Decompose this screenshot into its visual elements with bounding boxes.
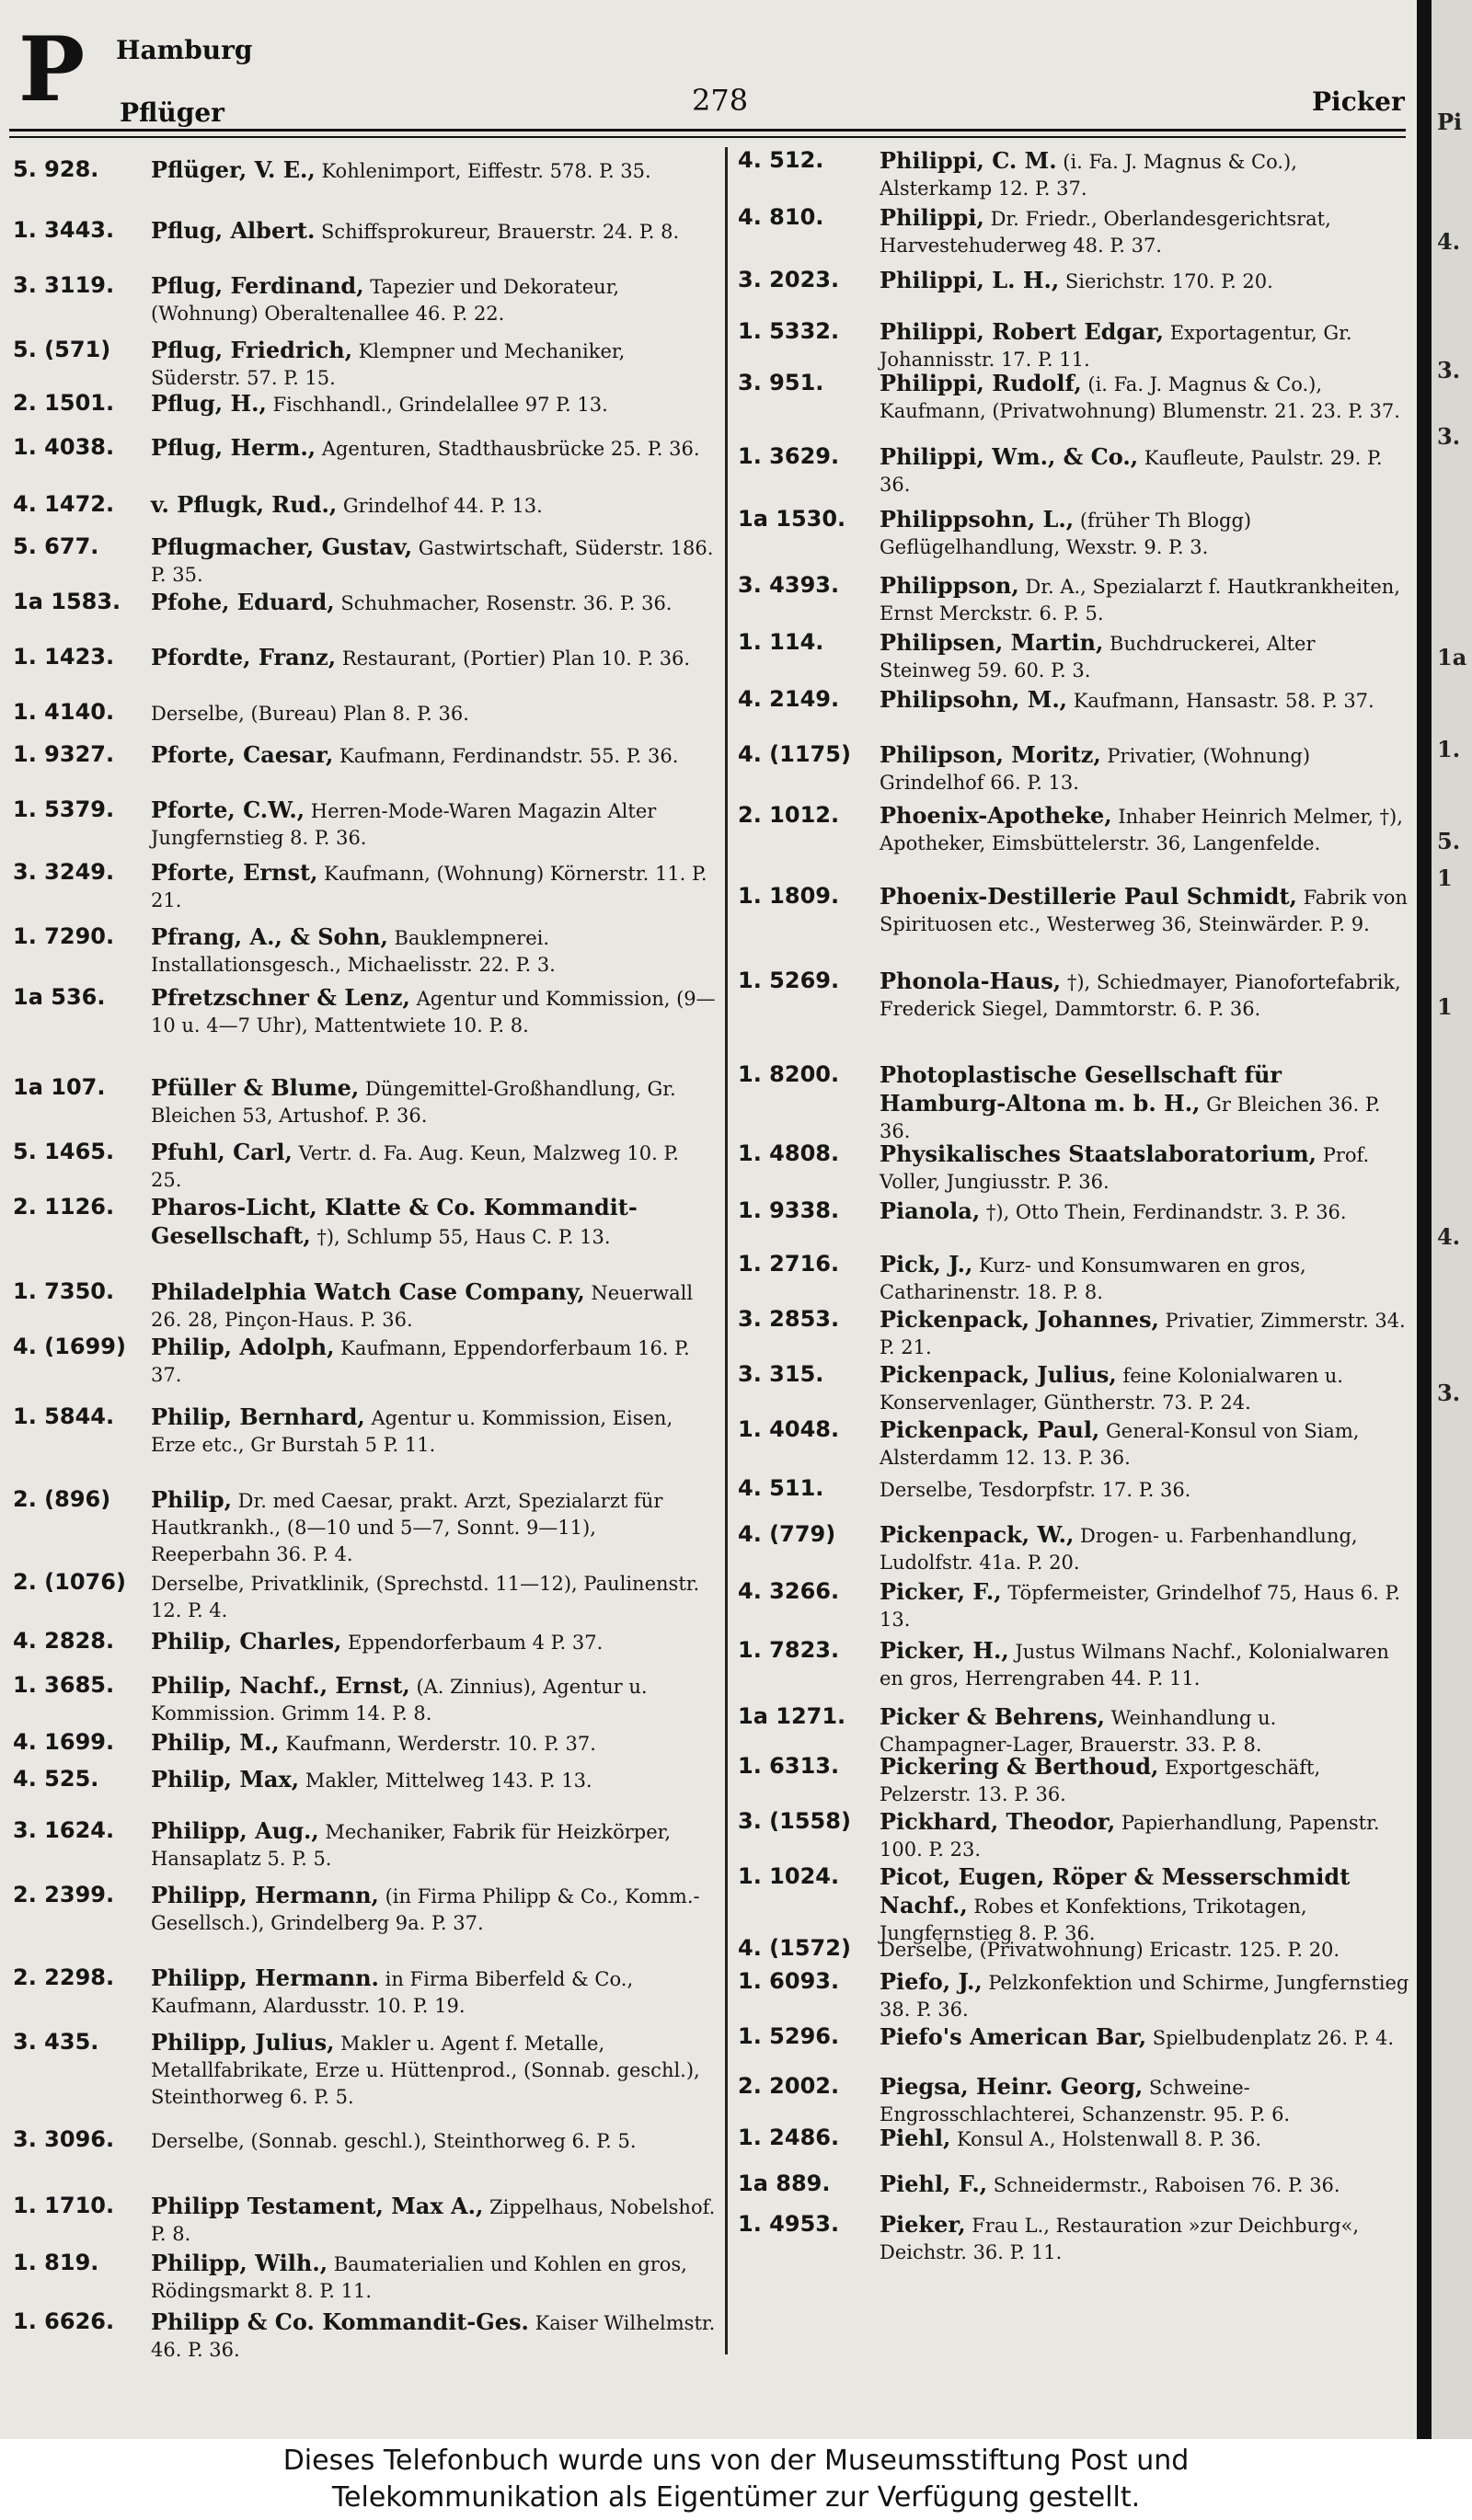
phone-number: 4. 511. bbox=[738, 1475, 824, 1501]
entry-details: Buchdruckerei, Alter Steinweg 59. 60. P. 3. bbox=[880, 633, 1316, 682]
entry-name: Pfohe, Eduard, bbox=[151, 589, 335, 615]
entry-name: Phonola-Haus, bbox=[880, 968, 1062, 994]
entry-body bbox=[151, 1817, 716, 1873]
entry-details: Inhaber Heinrich Melmer, †), Apotheker, Eimsbüttelerstr. 36, Langenfelde. bbox=[880, 806, 1403, 854]
entry-details: Zippelhaus, Nobelshof. P. 8. bbox=[151, 2196, 716, 2245]
entry-name: Philippi, L. H., bbox=[880, 267, 1060, 293]
entry-name: Philippi, Robert Edgar, bbox=[880, 318, 1164, 345]
entry-name: Philipp & Co. Kommandit-Ges. bbox=[151, 2308, 529, 2335]
entry-body bbox=[880, 1808, 1409, 1863]
entry-name: Philipp, Aug., bbox=[151, 1817, 319, 1844]
entry-name: Philippi, Wm., & Co., bbox=[880, 443, 1139, 470]
entry-body bbox=[880, 147, 1409, 202]
entry-body bbox=[880, 2125, 1409, 2153]
entry-name: Philippsohn, L., bbox=[880, 506, 1075, 533]
entry-name: Piehl, F., bbox=[880, 2171, 988, 2197]
entry-details: Agentur und Kommission, (9—10 u. 4—7 Uhr), Mattentwiete 10. P. 8. bbox=[151, 988, 716, 1037]
entry-details: (A. Zinnius), Agentur u. Kommission. Grimm 14. P. 8. bbox=[151, 1676, 648, 1724]
entry-name: Picker & Behrens, bbox=[880, 1703, 1105, 1730]
entry-name: Pickhard, Theodor, bbox=[880, 1808, 1116, 1835]
entry-name: Pflug, Herm., bbox=[151, 434, 316, 461]
entry-body bbox=[151, 1334, 716, 1389]
phone-number: 1. 5332. bbox=[738, 318, 840, 344]
entry-body bbox=[880, 1416, 1409, 1472]
phone-number: 2. 1501. bbox=[13, 390, 115, 416]
entry-name: Pflug, Albert. bbox=[151, 217, 316, 244]
entry-body bbox=[151, 1486, 716, 1568]
phone-number: 5. 1465. bbox=[13, 1139, 115, 1164]
phone-number: 3. 3249. bbox=[13, 859, 115, 885]
entry-body bbox=[151, 984, 716, 1039]
entry-body bbox=[151, 1074, 716, 1129]
entry-details: Dr. Friedr., Oberlandesgerichtsrat, Harvestehuderweg 48. P. 37. bbox=[880, 208, 1331, 257]
entry-name: Philip, bbox=[151, 1486, 232, 1513]
entry-details: Neuerwall 26. 28, Pinçon-Haus. P. 36. bbox=[151, 1282, 694, 1331]
entry-body bbox=[151, 923, 716, 979]
entry-details: Fabrik von Spirituosen etc., Westerweg 36, Steinwärder. P. 9. bbox=[880, 887, 1408, 935]
entry-body bbox=[151, 533, 716, 589]
phone-number: 1. 7350. bbox=[13, 1278, 115, 1304]
entry-name: Picker, F., bbox=[880, 1578, 1002, 1605]
entry-details: Restaurant, (Portier) Plan 10. P. 36. bbox=[341, 647, 691, 670]
entry-body bbox=[880, 204, 1409, 259]
entry-details: Derselbe, (Bureau) Plan 8. P. 36. bbox=[151, 703, 469, 725]
entry-body bbox=[880, 1140, 1409, 1196]
entry-name: Philipp, Hermann. bbox=[151, 1964, 379, 1991]
entry-body bbox=[151, 217, 716, 246]
phone-number: 3. 315. bbox=[738, 1361, 824, 1387]
entry-name: Pickering & Berthoud, bbox=[880, 1753, 1159, 1780]
entry-details: Agenturen, Stadthausbrücke 25. P. 36. bbox=[321, 438, 700, 460]
entry-details: Kaufleute, Paulstr. 29. P. 36. bbox=[880, 447, 1383, 496]
entry-details: Fischhandl., Grindelallee 97 P. 13. bbox=[272, 394, 608, 416]
entry-name: Pickenpack, Paul, bbox=[880, 1416, 1100, 1443]
phone-number: 1. 3443. bbox=[13, 217, 115, 243]
entry-body bbox=[151, 1672, 716, 1727]
entry-details: Derselbe, Privatklinik, (Sprechstd. 11—12), Paulinenstr. 12. P. 4. bbox=[151, 1573, 700, 1621]
phone-number: 1a 1271. bbox=[738, 1703, 846, 1729]
entry-body bbox=[151, 2193, 716, 2248]
entry-body bbox=[151, 2126, 716, 2155]
entry-name: Pfuhl, Carl, bbox=[151, 1139, 293, 1165]
phone-number: 1. 4048. bbox=[738, 1416, 840, 1442]
entry-details: Privatier, (Wohnung) Grindelhof 66. P. 13. bbox=[880, 745, 1311, 794]
entry-details: †), Schiedmayer, Pianofortefabrik, Frederick Siegel, Dammtorstr. 6. P. 36. bbox=[880, 971, 1401, 1020]
entry-body bbox=[880, 1306, 1409, 1361]
entry-details: Mechaniker, Fabrik für Heizkörper, Hansaplatz 5. P. 5. bbox=[151, 1821, 672, 1870]
entry-body bbox=[151, 741, 716, 770]
phone-number: 5. (571) bbox=[13, 337, 111, 362]
entry-name: Pforte, Caesar, bbox=[151, 741, 334, 768]
entry-body bbox=[880, 629, 1409, 684]
entry-name: Philipsohn, M., bbox=[880, 686, 1068, 713]
phone-number: 1. 6093. bbox=[738, 1968, 840, 1994]
entry-name: Philipp Testament, Max A., bbox=[151, 2193, 484, 2219]
entry-name: Pflug, Ferdinand, bbox=[151, 272, 364, 299]
adjacent-page-strip: Pi 4. 3. 3. 1a 1. 5. 1 1 4. 3. bbox=[1432, 0, 1472, 2439]
entry-body bbox=[880, 2211, 1409, 2266]
entry-details: Derselbe, (Privatwohnung) Ericastr. 125. P. 20. bbox=[880, 1939, 1340, 1961]
entry-name: Pfüller & Blume, bbox=[151, 1074, 360, 1101]
entry-name: Philipp, Julius, bbox=[151, 2029, 335, 2056]
entry-name: Philip, Nachf., Ernst, bbox=[151, 1672, 410, 1699]
entry-body bbox=[880, 2171, 1409, 2199]
phone-number: 2. 1012. bbox=[738, 802, 840, 828]
entry-details: Derselbe, Tesdorpfstr. 17. P. 36. bbox=[880, 1479, 1191, 1501]
entry-body bbox=[880, 741, 1409, 796]
entry-body bbox=[151, 434, 716, 463]
phone-number: 1. 819. bbox=[13, 2250, 99, 2275]
entry-name: Pieker, bbox=[880, 2211, 966, 2238]
entry-body bbox=[151, 589, 716, 617]
entry-body bbox=[880, 1578, 1409, 1633]
entry-name: Pflugmacher, Gustav, bbox=[151, 533, 413, 560]
entry-details: Baumaterialien und Kohlen en gros, Rödingsmarkt 8. P. 11. bbox=[151, 2253, 687, 2302]
phone-number: 3. 435. bbox=[13, 2029, 99, 2055]
phone-number: 4. 3266. bbox=[738, 1578, 840, 1604]
entry-details: Agentur u. Kommission, Eisen, Erze etc., Gr Burstah 5 P. 11. bbox=[151, 1407, 673, 1456]
entry-name: Philipp, Wilh., bbox=[151, 2250, 328, 2276]
phone-number: 2. (896) bbox=[13, 1486, 111, 1512]
entry-details: Exportagentur, Gr. Johannisstr. 17. P. 11. bbox=[880, 322, 1352, 371]
entry-name: Philipsen, Martin, bbox=[880, 629, 1104, 656]
entry-name: Philipson, Moritz, bbox=[880, 741, 1101, 768]
entry-body bbox=[151, 1964, 716, 2020]
phone-number: 3. 3096. bbox=[13, 2126, 115, 2152]
phone-number: 4. (1175) bbox=[738, 741, 851, 767]
entry-body bbox=[151, 156, 716, 185]
entry-name: Piefo, J., bbox=[880, 1968, 983, 1995]
entry-body bbox=[880, 2023, 1409, 2052]
entry-name: Philippi, Rudolf, bbox=[880, 370, 1082, 396]
entry-body bbox=[880, 968, 1409, 1023]
entry-details: Schneidermstr., Raboisen 76. P. 36. bbox=[993, 2174, 1340, 2196]
phone-number: 1. 5269. bbox=[738, 968, 840, 993]
header-rule-bottom bbox=[9, 136, 1406, 138]
phone-number: 1. 1423. bbox=[13, 644, 115, 670]
phone-number: 5. 928. bbox=[13, 156, 99, 182]
entry-body bbox=[151, 1403, 716, 1459]
phone-number: 1. 5296. bbox=[738, 2023, 840, 2049]
entry-details: Justus Wilmans Nachf., Kolonialwaren en gros, Herrengraben 44. P. 11. bbox=[880, 1641, 1389, 1690]
entry-name: Philip, Adolph, bbox=[151, 1334, 335, 1360]
phone-number: 1. 4953. bbox=[738, 2211, 840, 2237]
entry-name: Photoplastische Gesellschaft für Hamburg-Altona m. b. H., bbox=[880, 1061, 1282, 1117]
phone-number: 1. 3629. bbox=[738, 443, 840, 469]
entry-details: †), Schlump 55, Haus C. P. 13. bbox=[316, 1226, 611, 1248]
entry-name: Philadelphia Watch Case Company, bbox=[151, 1278, 585, 1305]
entry-body bbox=[880, 686, 1409, 715]
entry-body bbox=[880, 802, 1409, 857]
entry-name: Philippi, bbox=[880, 204, 984, 231]
phone-number: 1. 7290. bbox=[13, 923, 115, 949]
phone-number: 1. 6313. bbox=[738, 1753, 840, 1779]
entry-details: Exportgeschäft, Pelzerstr. 13. P. 36. bbox=[880, 1757, 1321, 1805]
entry-details: Schiffsprokureur, Brauerstr. 24. P. 8. bbox=[321, 221, 680, 243]
entry-details: Sierichstr. 170. P. 20. bbox=[1064, 270, 1273, 292]
entry-body bbox=[880, 370, 1409, 425]
entry-body bbox=[880, 1968, 1409, 2023]
entry-details: (i. Fa. J. Magnus & Co.), Kaufmann, (Privatwohnung) Blumenstr. 21. 23. P. 37. bbox=[880, 373, 1400, 422]
entry-name: Pianola, bbox=[880, 1197, 981, 1224]
phone-number: 1. 7823. bbox=[738, 1637, 840, 1663]
entry-name: Philip, Charles, bbox=[151, 1628, 342, 1655]
phone-number: 1a 107. bbox=[13, 1074, 106, 1100]
phone-number: 4. (779) bbox=[738, 1521, 836, 1547]
entry-details: (früher Th Blogg) Geflügelhandlung, Wexstr. 9. P. 3. bbox=[880, 510, 1252, 558]
entry-body bbox=[151, 2308, 716, 2364]
entry-body bbox=[151, 1882, 716, 1937]
entry-details: Spielbudenplatz 26. P. 4. bbox=[1152, 2027, 1395, 2049]
entry-details: Düngemittel-Großhandlung, Gr. Bleichen 53, Artushof. P. 36. bbox=[151, 1078, 676, 1127]
entry-details: Kurz- und Konsumwaren en gros, Catharinenstr. 18. P. 8. bbox=[880, 1254, 1306, 1303]
entry-details: Derselbe, (Sonnab. geschl.), Steinthorweg 6. P. 5. bbox=[151, 2130, 637, 2152]
footer-notice bbox=[0, 2439, 1472, 2520]
entry-details: Weinhandlung u. Champagner-Lager, Brauerstr. 33. P. 8. bbox=[880, 1707, 1277, 1756]
entry-details: in Firma Biberfeld & Co., Kaufmann, Alardusstr. 10. P. 19. bbox=[151, 1968, 634, 2017]
phone-number: 1a 889. bbox=[738, 2171, 831, 2196]
entry-name: v. Pflugk, Rud., bbox=[151, 491, 338, 518]
entry-details: (in Firma Philipp & Co., Komm.-Gesellsch.), Grindelberg 9a. P. 37. bbox=[151, 1885, 700, 1934]
phone-number: 1a 536. bbox=[13, 984, 106, 1010]
last-entry-heading: Picker bbox=[1312, 86, 1405, 117]
entry-details: Pelzkonfektion und Schirme, Jungfernstieg 38. P. 36. bbox=[880, 1972, 1409, 2021]
entry-details: Privatier, Zimmerstr. 34. P. 21. bbox=[880, 1310, 1406, 1358]
entry-details: †), Otto Thein, Ferdinandstr. 3. P. 36. bbox=[985, 1201, 1347, 1223]
phone-number: 4. 810. bbox=[738, 204, 824, 230]
entry-details: Gastwirtschaft, Süderstr. 186. P. 35. bbox=[151, 537, 714, 586]
entry-details: Dr. A., Spezialarzt f. Hautkrankheiten, Ernst Merckstr. 6. P. 5. bbox=[880, 576, 1400, 624]
entry-details: Eppendorferbaum 4 P. 37. bbox=[348, 1632, 604, 1654]
phone-number: 1. 1024. bbox=[738, 1863, 840, 1889]
entry-details: Kaufmann, (Wohnung) Körnerstr. 11. P. 21. bbox=[151, 863, 707, 911]
entry-body bbox=[151, 1628, 716, 1656]
entry-details: Makler, Mittelweg 143. P. 13. bbox=[305, 1770, 592, 1792]
entry-body bbox=[151, 1278, 716, 1334]
entry-name: Piegsa, Heinr. Georg, bbox=[880, 2073, 1144, 2100]
phone-number: 4. 2828. bbox=[13, 1628, 115, 1654]
entry-name: Philipp, Hermann, bbox=[151, 1882, 379, 1908]
entry-details: Dr. med Caesar, prakt. Arzt, Spezialarzt für Hautkrankh., (8—10 und 5—7, Sonnt. 9—11), Reeperbahn 36. P. 4. bbox=[151, 1490, 663, 1565]
entry-name: Picker, H., bbox=[880, 1637, 1009, 1664]
entry-details: Kaufmann, Werderstr. 10. P. 37. bbox=[285, 1733, 596, 1755]
entry-name: Pfretzschner & Lenz, bbox=[151, 984, 410, 1011]
entry-name: Pforte, Ernst, bbox=[151, 859, 318, 886]
entry-name: Philip, Max, bbox=[151, 1766, 300, 1793]
phone-number: 4. 512. bbox=[738, 147, 824, 173]
entry-body bbox=[880, 1361, 1409, 1416]
phone-number: 3. 4393. bbox=[738, 572, 840, 598]
entry-details: Kohlenimport, Eiffestr. 578. P. 35. bbox=[321, 160, 651, 182]
entry-details: Tapezier und Dekorateur, (Wohnung) Oberaltenallee 46. P. 22. bbox=[151, 276, 620, 325]
entry-body bbox=[880, 1935, 1409, 1964]
entry-details: Vertr. d. Fa. Aug. Keun, Malzweg 10. P. 25. bbox=[151, 1142, 679, 1191]
entry-details: Kaufmann, Eppendorferbaum 16. P. 37. bbox=[151, 1337, 690, 1386]
entry-name: Pforte, C.W., bbox=[151, 796, 305, 823]
entry-body bbox=[151, 2029, 716, 2111]
entry-details: Gr Bleichen 36. P. 36. bbox=[880, 1094, 1381, 1142]
entry-details: Prof. Voller, Jungiusstr. P. 36. bbox=[880, 1144, 1370, 1193]
phone-number: 1. 1710. bbox=[13, 2193, 115, 2218]
entry-details: Makler u. Agent f. Metalle, Metallfabrikate, Erze u. Hüttenprod., (Sonnab. geschl.), Steinthorweg 6. P. 5. bbox=[151, 2033, 700, 2108]
entry-body bbox=[151, 1766, 716, 1794]
entry-body bbox=[880, 1197, 1409, 1226]
phone-number: 2. (1076) bbox=[13, 1569, 126, 1595]
entry-body bbox=[151, 2250, 716, 2305]
phone-number: 1. 3685. bbox=[13, 1672, 115, 1698]
phone-number: 3. 1624. bbox=[13, 1817, 115, 1843]
phone-number: 3. 2853. bbox=[738, 1306, 840, 1332]
entry-body bbox=[880, 1521, 1409, 1576]
entry-details: Bauklempnerei. Installationsgesch., Michaelisstr. 22. P. 3. bbox=[151, 927, 556, 976]
phone-number: 1. 5379. bbox=[13, 796, 115, 822]
phone-number: 2. 1126. bbox=[13, 1194, 115, 1220]
entry-name: Picot, Eugen, Röper & Messerschmidt Nachf., bbox=[880, 1863, 1351, 1919]
entry-body bbox=[151, 491, 716, 520]
phone-number: 1. 4808. bbox=[738, 1140, 840, 1166]
entry-name: Pflug, Friedrich, bbox=[151, 337, 353, 363]
header-rule-top bbox=[9, 129, 1406, 132]
phone-number: 5. 677. bbox=[13, 533, 99, 559]
footer-line-1: Dieses Telefonbuch wurde uns von der Museumsstiftung Post und bbox=[282, 2445, 1190, 2477]
phone-number: 1. 8200. bbox=[738, 1061, 840, 1087]
phone-number: 4. (1699) bbox=[13, 1334, 126, 1359]
entry-details: General-Konsul von Siam, Alsterdamm 12. 13. P. 36. bbox=[880, 1420, 1360, 1469]
city-heading: Hamburg bbox=[116, 35, 253, 65]
entry-name: Pharos-Licht, Klatte & Co. Kommandit-Gesellschaft, bbox=[151, 1194, 638, 1249]
entry-body bbox=[880, 1753, 1409, 1808]
entry-details: Töpfermeister, Grindelhof 75, Haus 6. P. 13. bbox=[880, 1582, 1401, 1631]
entry-name: Pick, J., bbox=[880, 1251, 973, 1277]
entry-body bbox=[880, 1703, 1409, 1758]
entry-details: Konsul A., Holstenwall 8. P. 36. bbox=[957, 2128, 1262, 2150]
phone-number: 1. 5844. bbox=[13, 1403, 115, 1429]
entry-body bbox=[151, 1729, 716, 1758]
page-edge-shadow bbox=[1417, 0, 1432, 2439]
entry-details: Herren-Mode-Waren Magazin Alter Jungfernstieg 8. P. 36. bbox=[151, 800, 657, 849]
entry-name: Pfrang, A., & Sohn, bbox=[151, 923, 388, 950]
entry-name: Pickenpack, W., bbox=[880, 1521, 1075, 1548]
entry-body bbox=[880, 572, 1409, 627]
page-number: 278 bbox=[692, 83, 749, 118]
entry-details: Grindelhof 44. P. 13. bbox=[342, 495, 543, 517]
entry-body bbox=[151, 272, 716, 327]
entry-name: Pflug, H., bbox=[151, 390, 267, 417]
entry-body bbox=[151, 337, 716, 392]
phone-number: 1. 114. bbox=[738, 629, 824, 655]
entry-body bbox=[880, 443, 1409, 498]
entry-body bbox=[880, 318, 1409, 373]
phone-number: 4. (1572) bbox=[738, 1935, 851, 1961]
entry-details: feine Kolonialwaren u. Konservenlager, Güntherstr. 73. P. 24. bbox=[880, 1365, 1343, 1414]
entry-body bbox=[151, 859, 716, 914]
entry-details: (i. Fa. J. Magnus & Co.), Alsterkamp 12. P. 37. bbox=[880, 151, 1297, 200]
entry-name: Philippi, C. M. bbox=[880, 147, 1057, 174]
entry-details: Klempner und Mechaniker, Süderstr. 57. P. 15. bbox=[151, 340, 626, 389]
entry-body bbox=[151, 1194, 716, 1251]
phone-number: 1a 1583. bbox=[13, 589, 121, 614]
entry-name: Pickenpack, Julius, bbox=[880, 1361, 1117, 1388]
phone-number: 1. 4038. bbox=[13, 434, 115, 460]
entry-name: Philip, M., bbox=[151, 1729, 280, 1756]
entry-name: Philippson, bbox=[880, 572, 1019, 599]
entry-details: Kaufmann, Ferdinandstr. 55. P. 36. bbox=[339, 745, 679, 767]
entry-body bbox=[880, 506, 1409, 561]
phone-number: 1. 6626. bbox=[13, 2308, 115, 2334]
entry-body bbox=[151, 1139, 716, 1194]
entry-body bbox=[880, 1637, 1409, 1692]
entry-name: Pickenpack, Johannes, bbox=[880, 1306, 1159, 1333]
phone-number: 1. 2486. bbox=[738, 2125, 840, 2150]
entry-body bbox=[880, 2073, 1409, 2128]
entry-body bbox=[151, 1569, 716, 1624]
column-divider bbox=[725, 147, 728, 2354]
entry-name: Piehl, bbox=[880, 2125, 951, 2151]
entry-details: Schweine-Engrosschlachterei, Schanzenstr. 95. P. 6. bbox=[880, 2077, 1291, 2125]
entry-body bbox=[151, 390, 716, 418]
phone-number: 1. 9338. bbox=[738, 1197, 840, 1223]
entry-body bbox=[151, 796, 716, 852]
phone-number: 2. 2399. bbox=[13, 1882, 115, 1907]
phone-number: 3. 2023. bbox=[738, 267, 840, 292]
phone-number: 4. 2149. bbox=[738, 686, 840, 712]
entry-name: Philip, Bernhard, bbox=[151, 1403, 365, 1430]
phone-number: 4. 1472. bbox=[13, 491, 115, 517]
phone-number: 3. (1558) bbox=[738, 1808, 851, 1834]
entry-name: Phoenix-Destillerie Paul Schmidt, bbox=[880, 883, 1297, 910]
phone-number: 4. 1699. bbox=[13, 1729, 115, 1755]
entry-body bbox=[880, 1475, 1409, 1504]
entry-name: Pfordte, Franz, bbox=[151, 644, 337, 670]
footer-line-2: Telekommunikation als Eigentümer zur Verfügung gestellt. bbox=[331, 2481, 1141, 2514]
entry-details: Kaufmann, Hansastr. 58. P. 37. bbox=[1073, 690, 1374, 712]
entry-details: Drogen- u. Farbenhandlung, Ludolfstr. 41a. P. 20. bbox=[880, 1525, 1358, 1574]
phone-number: 4. 525. bbox=[13, 1766, 99, 1792]
phone-number: 3. 951. bbox=[738, 370, 824, 395]
entry-details: Kaiser Wilhelmstr. 46. P. 36. bbox=[151, 2312, 716, 2361]
entry-body bbox=[880, 1061, 1409, 1145]
phone-number: 1. 1809. bbox=[738, 883, 840, 909]
entry-name: Pflüger, V. E., bbox=[151, 156, 316, 183]
phone-number: 2. 2298. bbox=[13, 1964, 115, 1990]
entry-body bbox=[880, 883, 1409, 938]
entry-name: Phoenix-Apotheke, bbox=[880, 802, 1112, 829]
phone-number: 1a 1530. bbox=[738, 506, 846, 532]
entry-details: Robes et Konfektions, Trikotagen, Jungfernstieg 8. P. 36. bbox=[880, 1896, 1307, 1944]
entry-body bbox=[880, 1251, 1409, 1306]
phone-number: 2. 2002. bbox=[738, 2073, 840, 2099]
section-letter: P bbox=[18, 17, 86, 121]
entry-details: Papierhandlung, Papenstr. 100. P. 23. bbox=[880, 1812, 1380, 1861]
entry-body bbox=[880, 267, 1409, 295]
entry-name: Physikalisches Staatslaboratorium, bbox=[880, 1140, 1317, 1167]
phone-number: 3. 3119. bbox=[13, 272, 115, 298]
first-entry-heading: Pflüger bbox=[120, 97, 224, 128]
entry-details: Schuhmacher, Rosenstr. 36. P. 36. bbox=[340, 592, 673, 614]
phone-number: 1. 2716. bbox=[738, 1251, 840, 1277]
entry-name: Piefo's American Bar, bbox=[880, 2023, 1147, 2050]
phone-number: 1. 9327. bbox=[13, 741, 115, 767]
phone-number: 1. 4140. bbox=[13, 699, 115, 725]
entry-body bbox=[151, 699, 716, 727]
entry-body bbox=[151, 644, 716, 672]
entry-details: Frau L., Restauration »zur Deichburg«, Deichstr. 36. P. 11. bbox=[880, 2215, 1360, 2263]
